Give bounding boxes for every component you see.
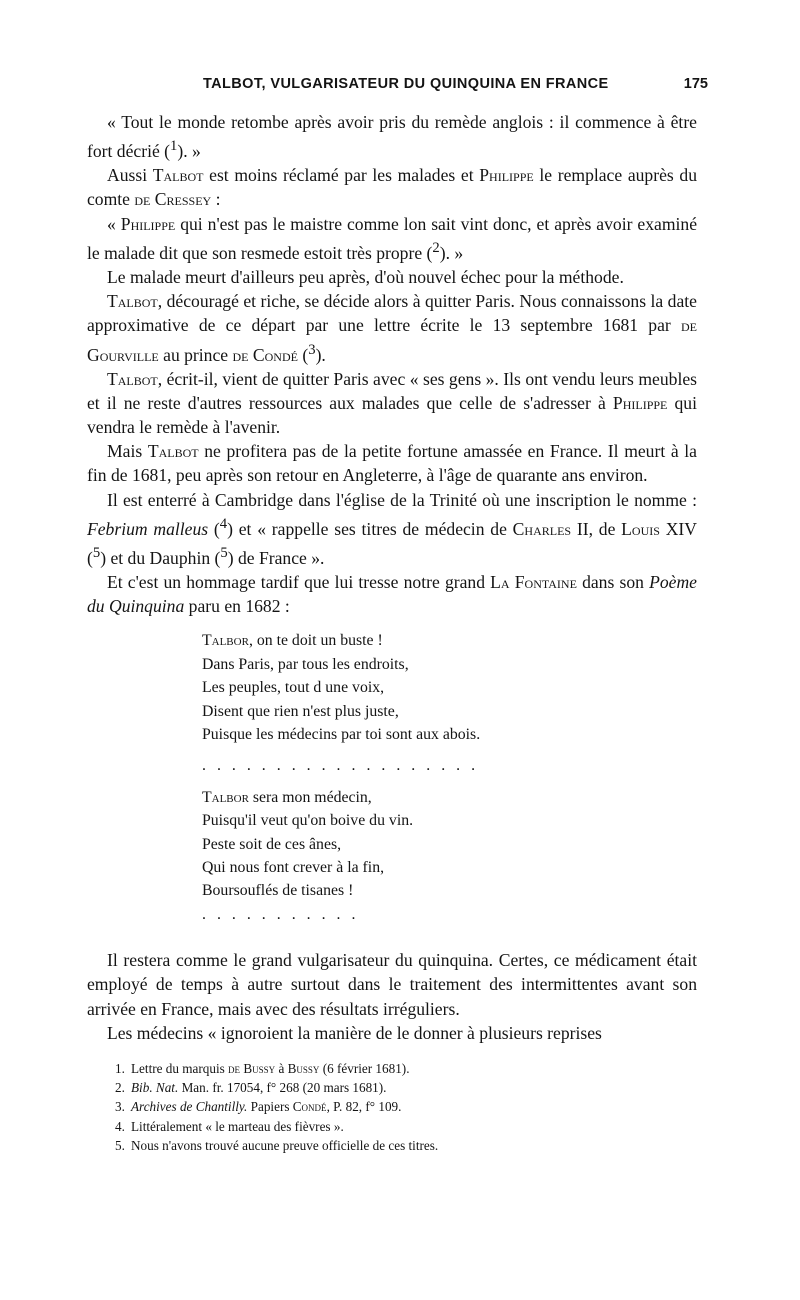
footnote-1: [115, 1059, 697, 1078]
footnote-number: 5.: [115, 1137, 125, 1153]
source-title: Bib. Nat.: [131, 1080, 179, 1096]
paragraph-4: [87, 265, 697, 289]
verse-line: [202, 786, 697, 809]
text: qui vendra le remède à l'avenir.: [87, 392, 697, 438]
verse-line: Puisque les médecins par toi sont aux abois.: [202, 725, 481, 743]
text: (: [297, 344, 309, 365]
name: Talbor: [202, 788, 249, 806]
work-title: Poème du Quinquina: [87, 571, 697, 617]
note-ref: 4: [219, 515, 228, 532]
text: le remplace auprès du comte: [87, 165, 697, 210]
name: de Cressey: [134, 189, 212, 210]
ellipsis-dots: ...........: [202, 905, 367, 923]
text: Lettre du marquis: [131, 1061, 229, 1077]
name: de Gourville: [87, 315, 697, 365]
text: ). »: [439, 242, 464, 263]
paragraph-10: [87, 948, 697, 1021]
text: II, de: [571, 518, 622, 539]
text: , écrit-il, vient de quitter Paris avec « ses gens ». Ils ont vendu leurs meubles et il ne reste d'autres ressources aux malades que celle de s'adresser à: [87, 368, 697, 413]
footnote-number: 3.: [115, 1099, 125, 1115]
verse-line: Peste soit de ces ânes,: [202, 835, 342, 853]
text: au prince: [158, 344, 233, 365]
verse-quotation: [202, 629, 697, 926]
text: Man. fr. 17054, f° 268 (20 mars 1681).: [178, 1080, 387, 1096]
text: Il est enterré à Cambridge dans l'église de la Trinité où une inscription le nomme :: [107, 489, 697, 510]
text: Le malade meurt d'ailleurs peu après, d'où nouvel échec pour la méthode.: [107, 266, 624, 287]
name: Philippe: [612, 392, 668, 413]
note-ref: 3: [308, 341, 316, 358]
paragraph-8: [87, 488, 697, 570]
text: sera mon médecin,: [248, 788, 372, 806]
verse-line: Les peuples, tout d une voix,: [202, 679, 385, 697]
text: Il restera comme le grand vulgarisateur du quinquina. Certes, ce médicament était employé de temps à autre surtout dans le traitement des intermittentes avant son arrivée en France, mais avec des résultats irréguliers.: [87, 950, 697, 1019]
footnotes: [87, 1059, 697, 1155]
footnote-5: [115, 1136, 697, 1155]
verse-line: Disent que rien n'est plus juste,: [202, 702, 399, 720]
text: « Tout le monde retombe après avoir pris du remède anglois : il commence à être fort décrié (: [87, 112, 697, 162]
paragraph-3: [87, 212, 697, 265]
footnote-number: 4.: [115, 1118, 125, 1134]
text: ).: [315, 344, 326, 365]
paragraph-11: [87, 1021, 697, 1045]
name: de Condé: [232, 344, 298, 365]
name: Talbor: [202, 632, 249, 650]
source-title: Archives de Chantilly.: [131, 1099, 248, 1115]
name: Talbot: [147, 441, 199, 462]
text: à: [275, 1061, 288, 1077]
paragraph-7: [87, 439, 697, 487]
name: de Bussy: [228, 1061, 276, 1077]
verse-line: Dans Paris, par tous les endroits,: [202, 655, 409, 673]
name: Louis: [621, 518, 660, 539]
name: Talbot: [152, 165, 204, 186]
note-ref: 5: [220, 544, 228, 561]
name: Condé: [292, 1099, 327, 1115]
name: Bussy: [287, 1061, 320, 1077]
name: Talbot: [107, 368, 158, 389]
text: «: [107, 213, 121, 234]
text: Et c'est un hommage tardif que lui tresse notre grand: [107, 571, 491, 592]
footnote-number: 2.: [115, 1080, 125, 1096]
note-ref: 1: [170, 138, 178, 155]
text: (: [208, 518, 220, 539]
paragraph-6: [87, 367, 697, 440]
text: , P. 82, f° 109.: [326, 1099, 402, 1115]
name: Philippe: [120, 213, 176, 234]
verse-line: [202, 629, 697, 652]
latin-phrase: Febrium malleus: [87, 518, 209, 539]
paragraph-9: [87, 570, 697, 618]
text: qui n'est pas le maistre comme lon sait vint donc, et après avoir examiné le malade dit que son resmede estoit très propre (: [87, 213, 698, 263]
text: ) de France ».: [227, 547, 325, 568]
verse-line: Qui nous font crever à la fin,: [202, 859, 385, 877]
running-header: [203, 76, 708, 100]
footnote-2: [115, 1078, 697, 1097]
text: :: [211, 189, 221, 210]
footnote-3: [115, 1097, 697, 1116]
footnote-4: [115, 1117, 697, 1136]
text: (6 février 1681).: [319, 1061, 410, 1077]
running-title: TALBOT, VULGARISATEUR DU QUINQUINA EN FRANCE: [203, 76, 609, 92]
text: Mais: [107, 441, 148, 462]
paragraph-2: [87, 163, 697, 211]
note-ref: 2: [432, 239, 440, 256]
name: Charles: [512, 518, 572, 539]
text: ) et du Dauphin (: [100, 547, 221, 568]
paragraph-1: [87, 110, 697, 163]
note-ref: 5: [92, 544, 101, 561]
footnote-number: 1.: [115, 1061, 125, 1077]
text: ) et « rappelle ses titres de médecin de: [227, 518, 513, 539]
text: paru en 1682 :: [184, 596, 290, 617]
page-number: 175: [683, 76, 708, 92]
paragraph-5: [87, 289, 697, 366]
name: Talbot: [107, 291, 158, 312]
verse-line: Puisqu'il veut qu'on boive du vin.: [202, 812, 414, 830]
text: Aussi: [107, 165, 153, 186]
text: XIV (: [87, 518, 697, 568]
text: Papiers: [247, 1099, 293, 1115]
text: Littéralement « le marteau des fièvres ».: [131, 1118, 344, 1134]
verse-line: Boursouflés de tisanes !: [202, 882, 354, 900]
text: dans son: [576, 571, 650, 592]
text: ne profitera pas de la petite fortune amassée en France. Il meurt à la fin de 1681, peu après son retour en Angleterre, à l'âge de quarante ans environ.: [87, 441, 697, 486]
name: Philippe: [479, 165, 534, 186]
text: Nous n'avons trouvé aucune preuve officielle de ces titres.: [131, 1137, 439, 1153]
text: est moins réclamé par les malades et: [203, 165, 480, 186]
main-text: [87, 110, 697, 1155]
text: Les médecins « ignoroient la manière de le donner à plusieurs reprises: [107, 1022, 602, 1043]
text: , découragé et riche, se décide alors à quitter Paris. Nous connaissons la date approximative de ce départ par une lettre écrite le 13 septembre 1681 par: [87, 291, 697, 336]
name: La Fontaine: [490, 571, 577, 592]
text: , on te doit un buste !: [248, 632, 383, 650]
text: ). »: [177, 141, 201, 162]
ellipsis-dots: ...................: [202, 757, 487, 775]
